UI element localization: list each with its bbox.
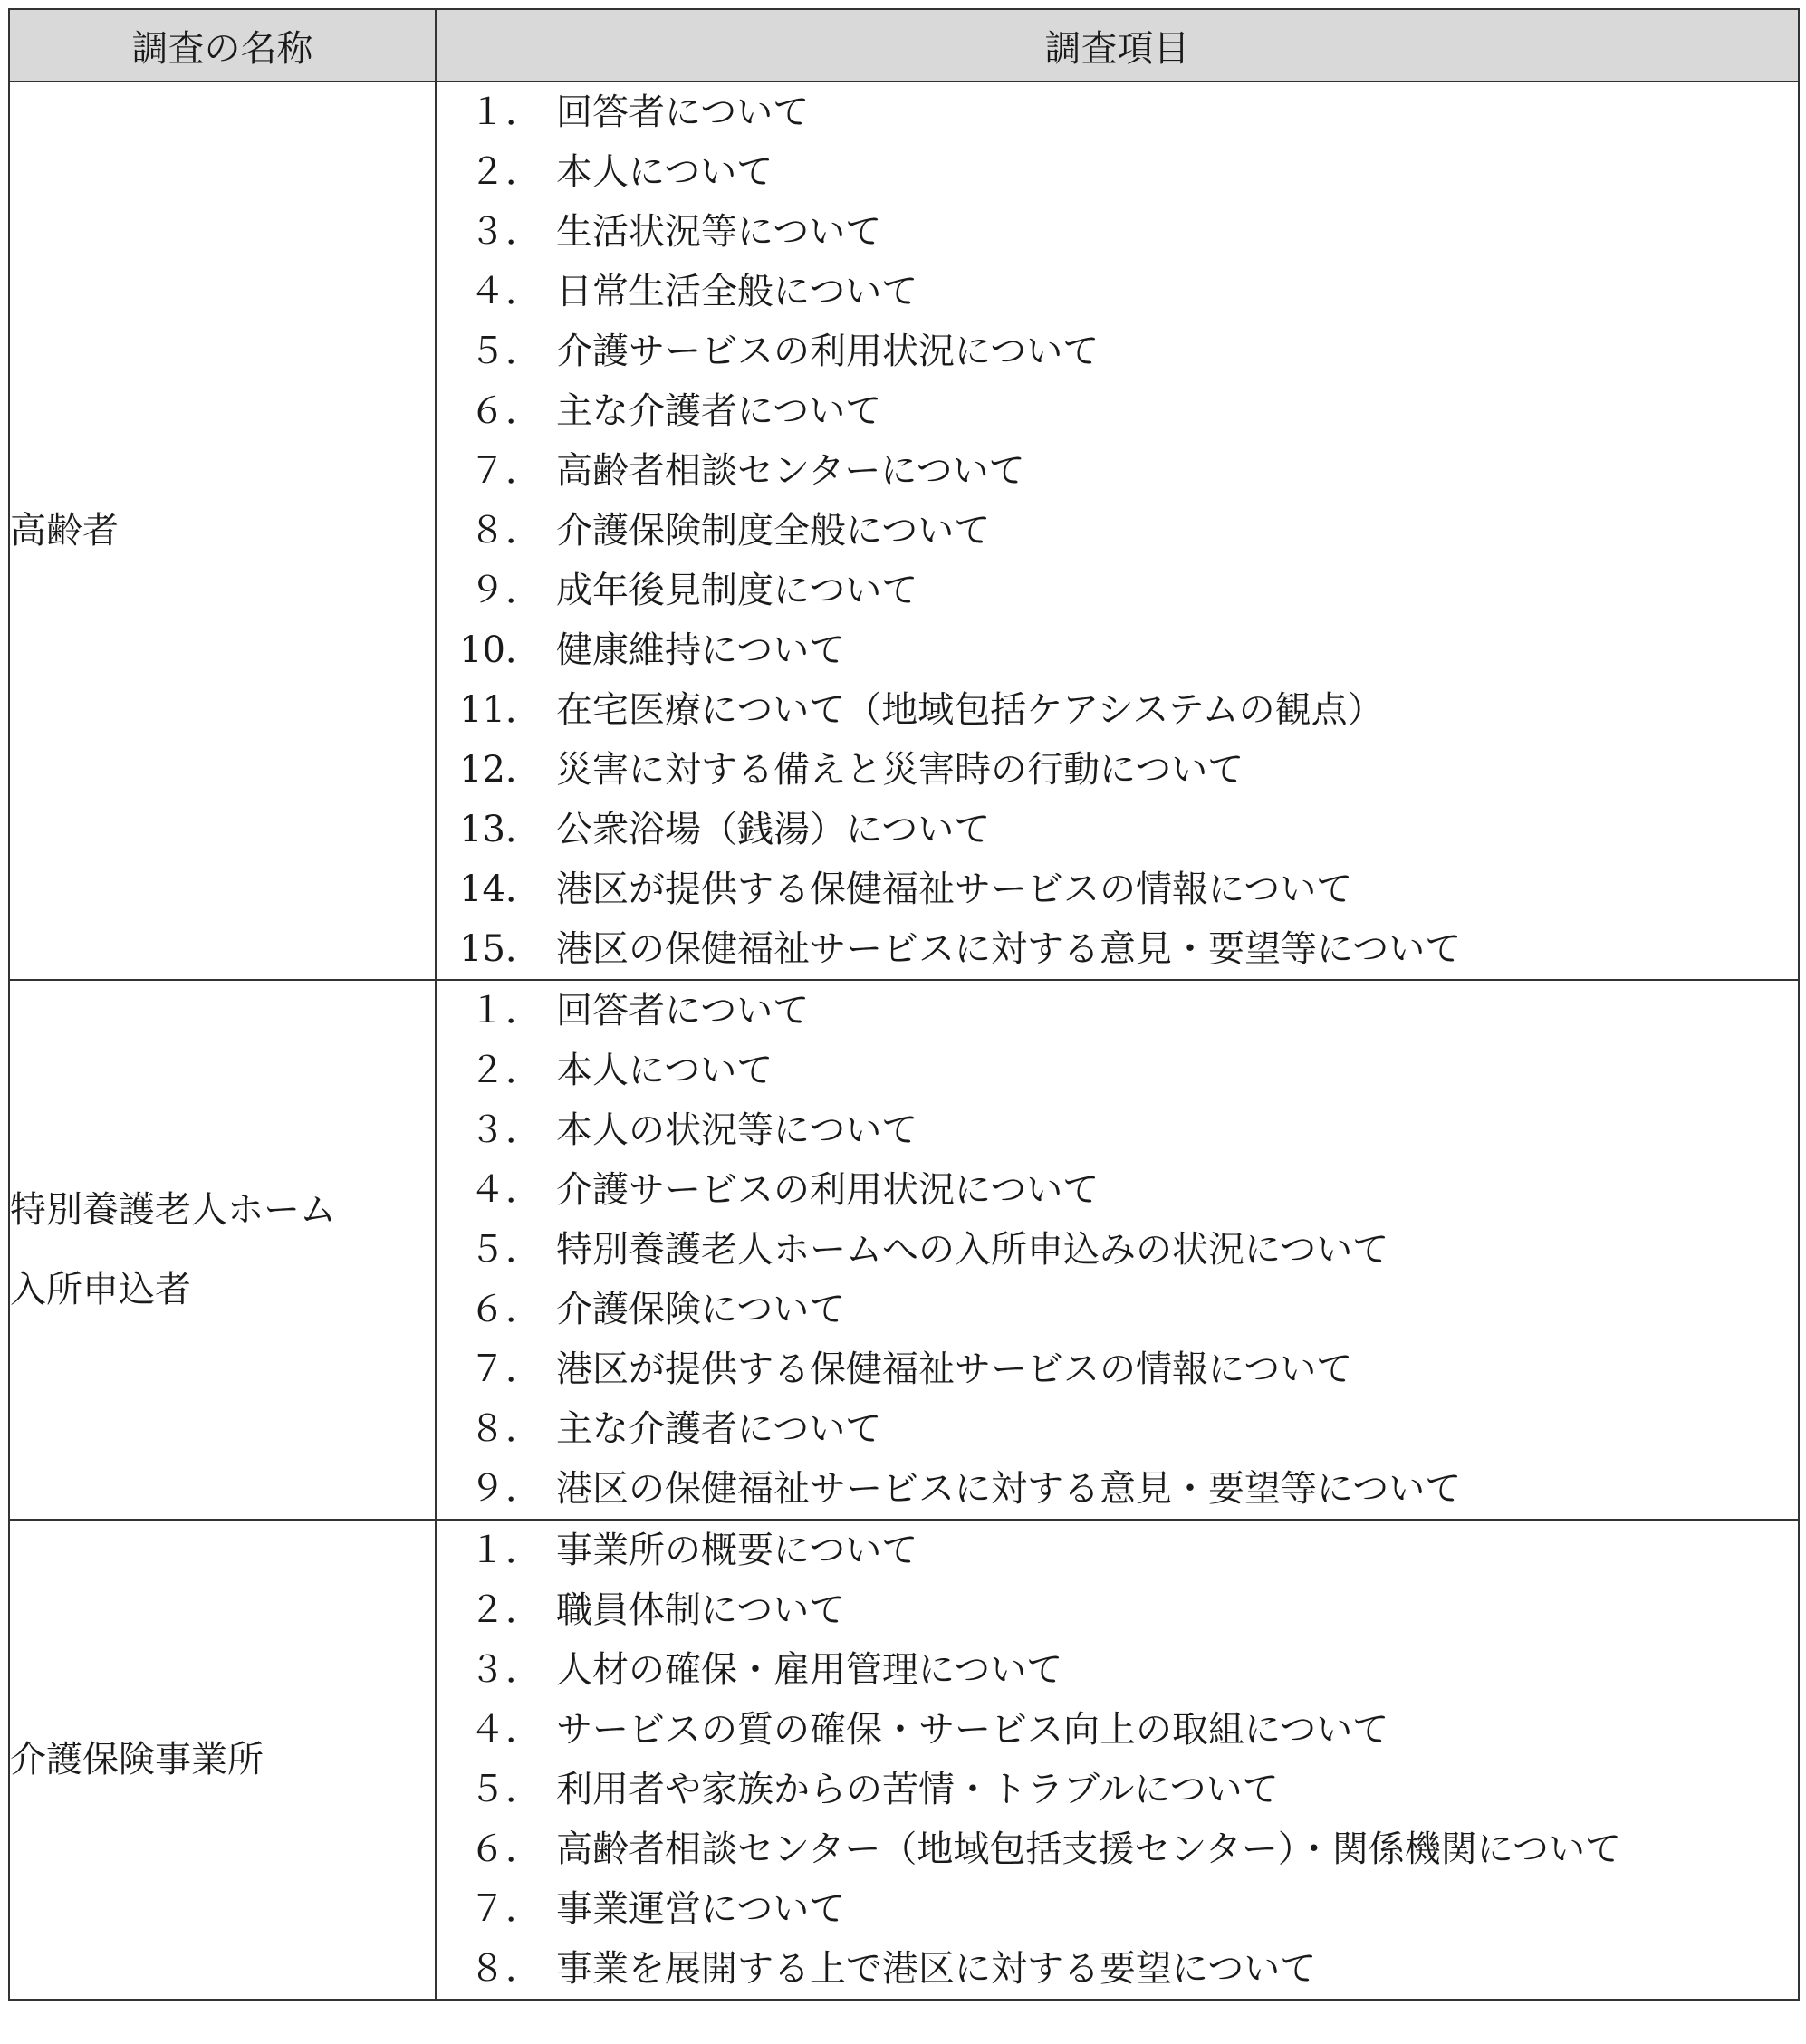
- table-body: [9, 82, 1799, 2000]
- survey-items-cell: [436, 1520, 1799, 2000]
- survey-items-table: [8, 8, 1800, 2001]
- list-item: [437, 1700, 1798, 1760]
- item-number: 15．: [459, 928, 542, 970]
- list-item: [437, 1399, 1798, 1459]
- list-item: [437, 1939, 1798, 1999]
- survey-name-line: 介護保険事業所: [10, 1739, 264, 1780]
- list-item: [437, 321, 1798, 381]
- item-text: 災害に対する備えと災害時の行動について: [556, 749, 1244, 791]
- list-item: [437, 1819, 1798, 1879]
- item-text: 介護保険について: [556, 1289, 846, 1330]
- item-text: 主な介護者について: [556, 390, 882, 432]
- item-number: ７．: [469, 450, 542, 492]
- list-item: [437, 142, 1798, 202]
- item-text: 介護保険制度全般について: [556, 510, 991, 552]
- item-text: 在宅医療について（地域包括ケアシステムの観点）: [556, 689, 1384, 731]
- table-row: [9, 82, 1799, 980]
- item-number: ２．: [469, 1589, 542, 1631]
- item-number: ９．: [469, 1468, 542, 1510]
- list-item: [437, 1160, 1798, 1220]
- table-row: [9, 1520, 1799, 2000]
- list-item: [437, 1580, 1798, 1640]
- list-item: [437, 740, 1798, 800]
- survey-name-cell: [9, 1520, 436, 2000]
- item-text: 特別養護老人ホームへの入所申込みの状況について: [556, 1229, 1389, 1271]
- survey-items-cell: [436, 980, 1799, 1520]
- header-survey-name: 調査の名称: [9, 9, 436, 82]
- item-text: 公衆浴場（銭湯）について: [556, 809, 991, 850]
- table-header-row: [9, 9, 1799, 82]
- item-number: 13．: [459, 809, 542, 850]
- item-number: 10．: [459, 629, 542, 671]
- header-survey-items: 調査項目: [436, 9, 1799, 82]
- item-number: ６．: [469, 1289, 542, 1330]
- item-number: ６．: [469, 390, 542, 432]
- list-item: [437, 561, 1798, 620]
- list-item: [437, 1640, 1798, 1700]
- item-text: 本人について: [556, 151, 773, 193]
- item-number: ４．: [469, 1709, 542, 1751]
- item-text: 人材の確保・雇用管理について: [556, 1649, 1063, 1691]
- list-item: [437, 859, 1798, 919]
- survey-name-line: 特別養護老人ホーム: [10, 1189, 336, 1231]
- list-item: [437, 1339, 1798, 1399]
- survey-item-list: [437, 1521, 1798, 1999]
- survey-name-line: 高齢者: [10, 510, 119, 552]
- item-number: ９．: [469, 570, 542, 611]
- item-text: 成年後見制度について: [556, 570, 918, 611]
- item-text: 介護サービスの利用状況について: [556, 331, 1100, 372]
- survey-item-list: [437, 981, 1798, 1519]
- list-item: [437, 441, 1798, 501]
- item-text: 事業を展開する上で港区に対する要望について: [556, 1948, 1317, 1990]
- item-text: 健康維持について: [556, 629, 846, 671]
- item-number: ３．: [469, 1109, 542, 1151]
- item-number: ２．: [469, 151, 542, 193]
- item-number: 14．: [459, 868, 542, 910]
- item-number: ７．: [469, 1888, 542, 1930]
- item-number: ２．: [469, 1050, 542, 1091]
- item-number: 12．: [459, 749, 542, 791]
- item-text: 日常生活全般について: [556, 271, 918, 312]
- item-number: ７．: [469, 1348, 542, 1390]
- item-text: 生活状況等について: [556, 211, 882, 253]
- item-number: ８．: [469, 1948, 542, 1990]
- survey-name-cell: [9, 82, 436, 980]
- list-item: [437, 1521, 1798, 1580]
- item-number: ４．: [469, 1169, 542, 1211]
- list-item: [437, 202, 1798, 262]
- list-item: [437, 501, 1798, 561]
- item-text: 介護サービスの利用状況について: [556, 1169, 1100, 1211]
- item-number: ３．: [469, 211, 542, 253]
- item-number: ４．: [469, 271, 542, 312]
- list-item: [437, 82, 1798, 142]
- item-text: 職員体制について: [556, 1589, 846, 1631]
- item-number: １．: [469, 1530, 542, 1571]
- item-text: 港区の保健福祉サービスに対する意見・要望等について: [556, 928, 1462, 970]
- item-text: 回答者について: [556, 990, 810, 1032]
- item-text: 回答者について: [556, 91, 810, 133]
- list-item: [437, 1041, 1798, 1100]
- item-text: 本人の状況等について: [556, 1109, 918, 1151]
- list-item: [437, 919, 1798, 979]
- item-number: ３．: [469, 1649, 542, 1691]
- item-text: 本人について: [556, 1050, 773, 1091]
- item-text: 港区が提供する保健福祉サービスの情報について: [556, 868, 1353, 910]
- survey-name-line: 入所申込者: [10, 1269, 191, 1310]
- item-number: ８．: [469, 510, 542, 552]
- table-row: [9, 980, 1799, 1520]
- item-text: 事業所の概要について: [556, 1530, 918, 1571]
- list-item: [437, 1459, 1798, 1519]
- item-number: １．: [469, 990, 542, 1032]
- list-item: [437, 1760, 1798, 1819]
- item-text: サービスの質の確保・サービス向上の取組について: [556, 1709, 1389, 1751]
- list-item: [437, 1879, 1798, 1939]
- item-number: ５．: [469, 1229, 542, 1271]
- item-text: 港区が提供する保健福祉サービスの情報について: [556, 1348, 1353, 1390]
- survey-items-cell: [436, 82, 1799, 980]
- list-item: [437, 1220, 1798, 1280]
- list-item: [437, 1100, 1798, 1160]
- item-number: 11．: [459, 689, 542, 731]
- item-number: ６．: [469, 1828, 542, 1870]
- item-text: 高齢者相談センターについて: [556, 450, 1025, 492]
- list-item: [437, 381, 1798, 441]
- item-text: 事業運営について: [556, 1888, 846, 1930]
- list-item: [437, 1280, 1798, 1339]
- item-number: １．: [469, 91, 542, 133]
- list-item: [437, 620, 1798, 680]
- item-text: 港区の保健福祉サービスに対する意見・要望等について: [556, 1468, 1462, 1510]
- list-item: [437, 800, 1798, 859]
- item-number: ５．: [469, 1769, 542, 1810]
- list-item: [437, 981, 1798, 1041]
- item-text: 主な介護者について: [556, 1408, 882, 1450]
- survey-item-list: [437, 82, 1798, 979]
- survey-name-cell: [9, 980, 436, 1520]
- item-number: ８．: [469, 1408, 542, 1450]
- list-item: [437, 680, 1798, 740]
- item-text: 高齢者相談センター（地域包括支援センター）・関係機関について: [556, 1828, 1621, 1870]
- item-number: ５．: [469, 331, 542, 372]
- item-text: 利用者や家族からの苦情・トラブルについて: [556, 1769, 1279, 1810]
- list-item: [437, 262, 1798, 321]
